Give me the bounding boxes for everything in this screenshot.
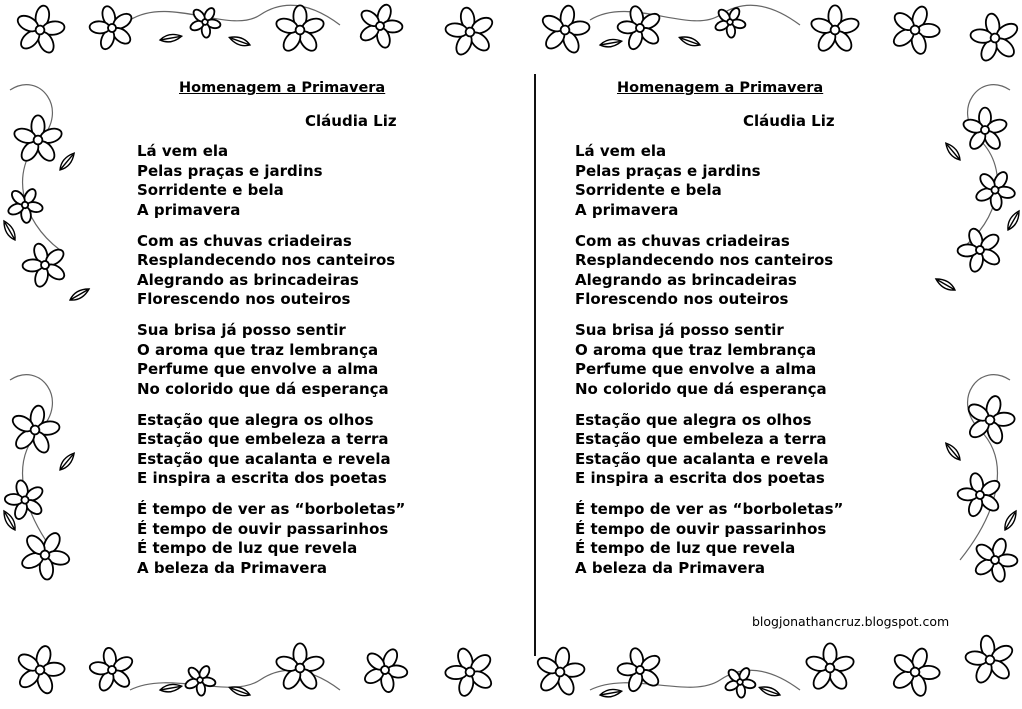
poem-line: Resplandecendo nos canteiros	[575, 251, 834, 269]
leaf-icon	[159, 33, 182, 44]
stanza	[575, 411, 843, 489]
poem-line: Estação que embeleza a terra	[575, 430, 827, 448]
flower-icon	[85, 644, 138, 695]
poem-line: Pelas praças e jardins	[137, 161, 323, 180]
flower-icon	[183, 0, 226, 43]
poem-line: Sorridente e bela	[575, 181, 722, 199]
flower-icon	[810, 5, 861, 53]
flower-icon	[883, 0, 947, 61]
poem-line: No colorido que dá esperança	[137, 379, 389, 398]
poem-line: É tempo de ouvir passarinhos	[575, 519, 827, 538]
leaf-icon	[228, 34, 251, 48]
stanza	[575, 232, 843, 310]
leaf-icon	[57, 151, 77, 172]
stanza	[137, 321, 405, 399]
poem-title: Homenagem a Primavera	[617, 80, 824, 96]
flower-icon	[718, 660, 761, 703]
leaf-icon	[599, 688, 622, 699]
flower-icon	[961, 631, 1020, 688]
flower-icon	[11, 521, 79, 588]
poem-line: Lá vem ela	[575, 142, 667, 160]
poem-line: Estação que embeleza a terra	[137, 430, 389, 448]
poem-line: O aroma que traz lembrança	[137, 340, 379, 359]
blog-url: blogjonathancruz.blogspot.com	[752, 614, 950, 629]
stanza	[137, 500, 405, 578]
flower-icon	[536, 1, 595, 58]
poem-line: Pelas praças e jardins	[575, 161, 761, 180]
poem-line: A beleza da Primavera	[137, 558, 327, 577]
poem-line: A beleza da Primavera	[575, 558, 765, 577]
poem-body	[575, 142, 843, 590]
leaf-icon	[159, 683, 182, 694]
poem-line: Florescendo nos outeiros	[575, 290, 789, 308]
vine-swirl	[10, 85, 60, 250]
flower-icon	[805, 643, 856, 691]
stanza	[137, 411, 405, 489]
poem-line: Com as chuvas criadeiras	[137, 231, 352, 250]
flower-icon	[13, 115, 64, 163]
flower-icon	[6, 401, 65, 458]
leaf-icon	[57, 451, 77, 472]
leaf-icon	[943, 141, 963, 162]
stanza	[137, 232, 405, 310]
flower-icon	[351, 0, 410, 54]
leaf-icon	[68, 286, 91, 303]
leaf-icon	[943, 441, 963, 462]
flower-icon	[16, 236, 75, 293]
poem-line: Alegrando as brincadeiras	[137, 270, 359, 289]
stanza	[575, 321, 843, 399]
poem-line: É tempo de luz que revela	[137, 539, 358, 557]
flower-icon	[275, 5, 326, 53]
flower-icon	[883, 640, 947, 703]
poem-line: Lá vem ela	[137, 142, 229, 160]
poem-line: E inspira a escrita dos poetas	[575, 469, 825, 487]
stanza	[575, 500, 843, 578]
stanza	[137, 142, 405, 220]
poem-line: Florescendo nos outeiros	[137, 290, 351, 308]
poem-line: É tempo de ver as “borboletas”	[137, 500, 406, 518]
flower-icon	[967, 162, 1022, 217]
flower-icon	[9, 640, 71, 700]
poem-body	[137, 142, 405, 590]
leaf-icon	[1002, 509, 1019, 532]
poem-line: E inspira a escrita dos poetas	[137, 469, 387, 487]
vine-swirl	[960, 375, 1010, 560]
flower-icon	[531, 643, 590, 700]
poem-line: Perfume que envolve a alma	[137, 360, 379, 378]
flower-icon	[11, 1, 70, 58]
poem-line: Estação que acalanta e revela	[137, 449, 391, 468]
flower-icon	[952, 467, 1008, 522]
flower-icon	[0, 180, 50, 229]
poem-author: Cláudia Liz	[305, 112, 397, 130]
poem-author: Cláudia Liz	[743, 112, 835, 130]
leaf-icon	[1, 219, 18, 242]
poem-line: O aroma que traz lembrança	[575, 340, 817, 359]
poem-line: Sua brisa já posso sentir	[137, 321, 346, 339]
flower-icon	[275, 643, 326, 691]
poem-line: Perfume que envolve a alma	[575, 360, 817, 378]
flower-icon	[438, 640, 502, 703]
flower-icon	[708, 0, 751, 43]
flower-icon	[612, 0, 668, 55]
leaf-icon	[934, 276, 957, 293]
flower-icon	[612, 642, 668, 697]
flower-icon	[959, 390, 1021, 450]
leaf-icon	[758, 684, 781, 698]
poem-line: Resplandecendo nos canteiros	[137, 251, 396, 269]
poem-line: Estação que alegra os olhos	[137, 410, 374, 429]
leaf-icon	[599, 38, 622, 49]
poem-line: No colorido que dá esperança	[575, 379, 827, 398]
stanza	[575, 142, 843, 220]
flower-icon	[441, 3, 500, 60]
poem-line: A primavera	[137, 200, 241, 219]
poem-line: É tempo de ver as “borboletas”	[575, 500, 844, 518]
vine-swirl	[10, 375, 60, 560]
poem-line: Com as chuvas criadeiras	[575, 231, 790, 250]
flower-icon	[966, 9, 1022, 66]
poem-line: É tempo de luz que revela	[575, 539, 796, 557]
poem-line: É tempo de ouvir passarinhos	[137, 519, 389, 538]
flower-icon	[84, 0, 140, 55]
poem-line: Sua brisa já posso sentir	[575, 321, 784, 339]
poem-line: Estação que acalanta e revela	[575, 449, 829, 468]
flower-icon	[178, 658, 221, 701]
page-divider	[534, 74, 536, 656]
poem-line: Sorridente e bela	[137, 181, 284, 199]
poem-line: A primavera	[575, 200, 679, 219]
poem-title: Homenagem a Primavera	[179, 80, 386, 96]
leaf-icon	[1005, 209, 1022, 232]
poem-line: Estação que alegra os olhos	[575, 410, 812, 429]
flower-icon	[355, 640, 416, 699]
poem-line: Alegrando as brincadeiras	[575, 270, 797, 289]
leaf-icon	[678, 34, 701, 48]
